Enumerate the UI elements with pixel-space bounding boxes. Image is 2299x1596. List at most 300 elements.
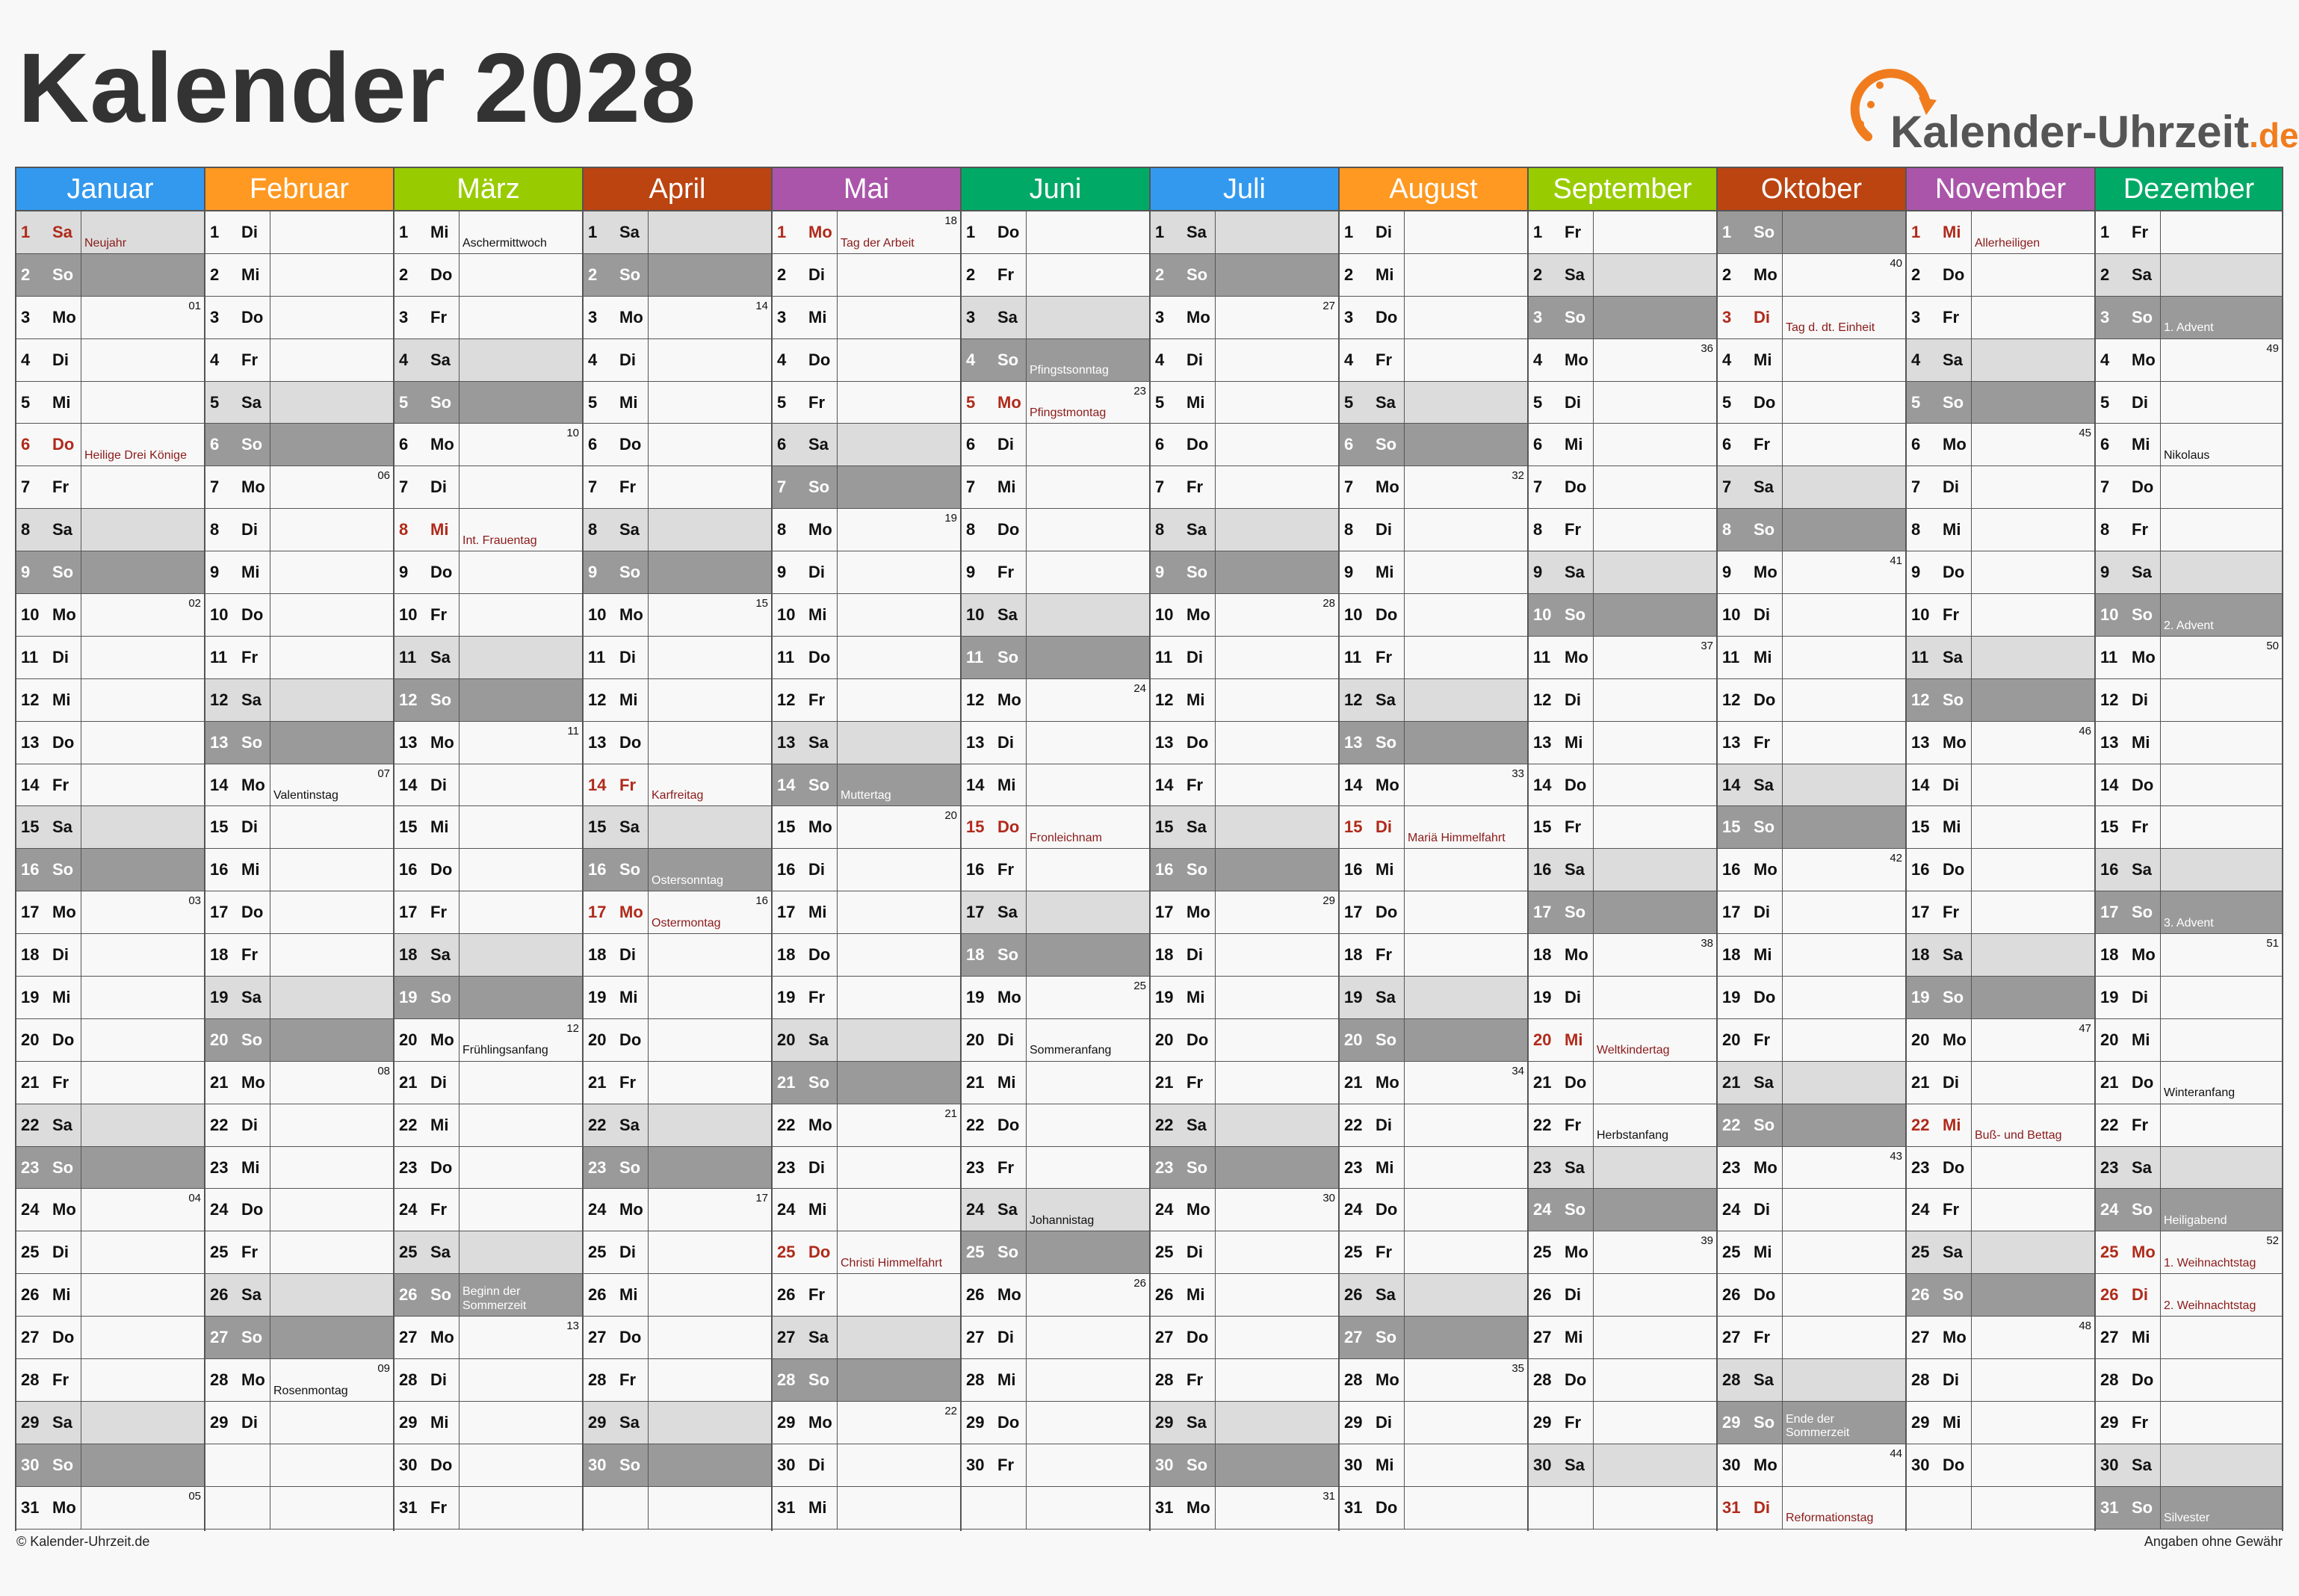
- day-cell: [394, 849, 460, 891]
- day-row: [1529, 934, 1716, 977]
- note-cell: [838, 1487, 960, 1529]
- day-number: 19: [1155, 987, 1174, 1006]
- weekday-label: So: [430, 987, 452, 1006]
- note-cell: [2161, 1487, 2282, 1529]
- day-number: 5: [21, 392, 31, 412]
- note-cell: [1027, 211, 1149, 253]
- day-cell: [205, 1274, 270, 1316]
- note-cell: [81, 849, 204, 891]
- note-cell: [460, 1062, 582, 1104]
- day-number: 14: [1911, 775, 1930, 794]
- day-number: 8: [588, 520, 598, 539]
- day-cell: [394, 594, 460, 636]
- note-cell: [2161, 424, 2282, 466]
- empty-note-cell: [649, 1487, 771, 1529]
- day-row: [205, 1147, 393, 1190]
- note-cell: [270, 1317, 393, 1358]
- weekday-label: Di: [997, 435, 1014, 454]
- day-cell: [2096, 254, 2161, 296]
- day-number: 8: [1722, 520, 1732, 539]
- week-number: 44: [1890, 1447, 1902, 1460]
- day-number: 11: [1533, 647, 1551, 666]
- day-cell: [1907, 722, 1972, 764]
- weekday-label: Sa: [2132, 1157, 2152, 1177]
- note-cell: [2161, 679, 2282, 721]
- day-row: [1529, 637, 1716, 679]
- day-cell: [1529, 849, 1594, 891]
- note-cell: [649, 891, 771, 933]
- holiday-label: Tag der Arbeit: [841, 236, 915, 250]
- day-cell: [1907, 297, 1972, 338]
- day-row: [1340, 254, 1527, 297]
- note-cell: [649, 679, 771, 721]
- weekday-label: Do: [808, 1243, 831, 1262]
- day-cell: [16, 551, 81, 593]
- day-cell: [1151, 382, 1216, 424]
- week-number: 42: [1890, 852, 1902, 865]
- note-cell: [838, 382, 960, 424]
- day-cell: [16, 1147, 81, 1189]
- day-cell: [773, 466, 838, 508]
- note-cell: [1027, 382, 1149, 424]
- day-cell: [584, 722, 649, 764]
- day-row: [584, 339, 771, 382]
- note-cell: [1405, 1402, 1527, 1444]
- note-cell: [649, 424, 771, 466]
- day-number: 24: [1533, 1200, 1552, 1219]
- note-cell: [838, 891, 960, 933]
- day-number: 28: [1155, 1370, 1174, 1389]
- day-cell: [1529, 806, 1594, 848]
- month-header: November: [1907, 167, 2094, 211]
- note-cell: [81, 891, 204, 933]
- note-cell: [1216, 849, 1338, 891]
- day-cell: [584, 1274, 649, 1316]
- day-number: 17: [2100, 903, 2119, 922]
- day-number: 8: [399, 520, 409, 539]
- note-cell: [649, 1019, 771, 1061]
- day-number: 9: [210, 563, 220, 582]
- day-number: 25: [1911, 1243, 1930, 1262]
- day-row: [2096, 297, 2282, 339]
- weekday-label: Fr: [1376, 350, 1392, 369]
- day-cell: [2096, 679, 2161, 721]
- weekday-label: So: [997, 647, 1019, 666]
- month-header: April: [584, 167, 771, 211]
- note-cell: [838, 594, 960, 636]
- day-row: [584, 509, 771, 551]
- day-row: [1340, 1104, 1527, 1147]
- weekday-label: Sa: [2132, 265, 2152, 284]
- note-cell: [1405, 1317, 1527, 1358]
- day-row: [205, 764, 393, 807]
- note-cell: [1594, 211, 1716, 253]
- day-cell: [962, 1019, 1027, 1061]
- day-cell: [205, 551, 270, 593]
- weekday-label: Di: [997, 1328, 1014, 1347]
- weekday-label: So: [808, 1370, 830, 1389]
- day-cell: [394, 764, 460, 806]
- day-number: 24: [777, 1200, 796, 1219]
- day-number: 20: [1722, 1030, 1741, 1049]
- note-cell: [1216, 1444, 1338, 1486]
- day-row: [16, 934, 204, 977]
- week-number: 46: [2079, 724, 2091, 737]
- day-row: [1340, 1019, 1527, 1062]
- day-row: [962, 424, 1149, 466]
- month-column: [15, 167, 204, 1531]
- day-cell: [1529, 1317, 1594, 1358]
- week-number: 14: [755, 299, 768, 312]
- weekday-label: Sa: [997, 1200, 1018, 1219]
- empty-cell: [1907, 1487, 1972, 1529]
- day-row: [1151, 764, 1338, 807]
- weekday-label: Mi: [619, 690, 638, 709]
- event-label: 2. Advent: [2164, 619, 2214, 632]
- note-cell: [1972, 1402, 2094, 1444]
- day-row: [16, 1189, 204, 1231]
- day-number: 1: [210, 222, 220, 241]
- day-row: [1340, 934, 1527, 977]
- day-number: 2: [21, 265, 31, 284]
- day-cell: [773, 1274, 838, 1316]
- day-cell: [1340, 934, 1405, 976]
- day-number: 25: [2100, 1243, 2119, 1262]
- day-cell: [1340, 297, 1405, 338]
- day-row: [584, 679, 771, 722]
- day-row: [394, 339, 582, 382]
- day-cell: [2096, 339, 2161, 381]
- week-number: 40: [1890, 256, 1902, 270]
- day-number: 27: [21, 1328, 40, 1347]
- day-cell: [1718, 339, 1783, 381]
- day-number: 16: [1344, 860, 1363, 879]
- day-row: [2096, 849, 2282, 891]
- note-cell: [1216, 1402, 1338, 1444]
- day-row: [1907, 254, 2094, 297]
- note-cell: [1783, 1231, 1905, 1273]
- day-number: 11: [1722, 647, 1740, 666]
- day-row: [773, 1231, 960, 1274]
- day-cell: [205, 1231, 270, 1273]
- day-cell: [1340, 1231, 1405, 1273]
- event-label: Valentinstag: [273, 789, 338, 802]
- note-cell: [460, 1487, 582, 1529]
- note-cell: [838, 1444, 960, 1486]
- day-row: [1907, 637, 2094, 679]
- weekday-label: So: [2132, 1200, 2153, 1219]
- weekday-label: Sa: [241, 392, 262, 412]
- note-cell: [270, 551, 393, 593]
- day-number: 3: [1155, 307, 1165, 327]
- note-cell: [270, 1019, 393, 1061]
- note-cell: [1594, 849, 1716, 891]
- note-cell: [1972, 977, 2094, 1018]
- holiday-label: Fronleichnam: [1030, 831, 1102, 844]
- day-number: 26: [21, 1285, 40, 1305]
- day-row: [16, 1402, 204, 1444]
- note-cell: [1405, 211, 1527, 253]
- day-number: 3: [1533, 307, 1543, 327]
- day-number: 10: [2100, 604, 2119, 624]
- weekday-label: So: [430, 1285, 452, 1305]
- weekday-label: Di: [619, 647, 636, 666]
- note-cell: [270, 509, 393, 551]
- month-column: [204, 167, 393, 1531]
- note-cell: [1783, 891, 1905, 933]
- weekday-label: So: [52, 860, 74, 879]
- day-number: 17: [777, 903, 796, 922]
- weekday-label: Do: [997, 1412, 1020, 1432]
- day-number: 5: [588, 392, 598, 412]
- weekday-label: Mo: [1186, 903, 1210, 922]
- day-number: 19: [588, 987, 607, 1006]
- day-cell: [1340, 637, 1405, 678]
- note-cell: [838, 466, 960, 508]
- day-row: [1340, 1444, 1527, 1487]
- day-number: 13: [1533, 732, 1552, 752]
- day-row: [2096, 764, 2282, 807]
- empty-cell: [205, 1487, 270, 1529]
- day-cell: [2096, 466, 2161, 508]
- note-cell: [1972, 1062, 2094, 1104]
- weekday-label: So: [2132, 903, 2153, 922]
- day-number: 1: [21, 222, 31, 241]
- day-row: [1151, 1444, 1338, 1487]
- day-number: 22: [1344, 1115, 1363, 1134]
- day-row: [1340, 806, 1527, 849]
- day-number: 11: [21, 647, 39, 666]
- day-cell: [1718, 211, 1783, 253]
- day-row: [773, 934, 960, 977]
- day-cell: [394, 1317, 460, 1358]
- day-row: [2096, 1359, 2282, 1402]
- week-number: 34: [1511, 1064, 1524, 1077]
- day-number: 26: [2100, 1285, 2119, 1305]
- day-row: [394, 1104, 582, 1147]
- day-number: 6: [1344, 435, 1354, 454]
- weekday-label: Sa: [1565, 563, 1585, 582]
- day-row: [16, 211, 204, 254]
- day-number: 30: [1533, 1455, 1552, 1474]
- day-row: [962, 891, 1149, 934]
- month-column: [1905, 167, 2094, 1531]
- empty-cell: [205, 1444, 270, 1486]
- weekday-label: Fr: [1376, 647, 1392, 666]
- note-cell: [2161, 254, 2282, 296]
- day-row: [2096, 211, 2282, 254]
- note-cell: [270, 722, 393, 764]
- day-row: [1529, 1104, 1716, 1147]
- holiday-label: Neujahr: [84, 236, 127, 250]
- note-cell: [1594, 1147, 1716, 1189]
- day-number: 23: [2100, 1157, 2119, 1177]
- day-cell: [2096, 1189, 2161, 1231]
- day-number: 28: [966, 1370, 985, 1389]
- day-row: [584, 382, 771, 424]
- holiday-label: Mariä Himmelfahrt: [1408, 831, 1506, 844]
- day-number: 10: [1344, 604, 1363, 624]
- day-cell: [962, 1062, 1027, 1104]
- weekday-label: Do: [1943, 1157, 1965, 1177]
- note-cell: [1594, 254, 1716, 296]
- weekday-label: Mi: [1943, 520, 1961, 539]
- day-number: 22: [210, 1115, 229, 1134]
- day-row: [1718, 1147, 1905, 1190]
- weekday-label: Fr: [997, 1157, 1014, 1177]
- day-number: 27: [777, 1328, 796, 1347]
- day-number: 26: [1533, 1285, 1552, 1305]
- day-number: 7: [966, 477, 976, 497]
- note-cell: [1216, 382, 1338, 424]
- day-number: 7: [1722, 477, 1732, 497]
- day-number: 21: [1911, 1072, 1930, 1092]
- day-cell: [1529, 211, 1594, 253]
- day-row: [962, 637, 1149, 679]
- weekday-label: Fr: [997, 1455, 1014, 1474]
- day-number: 17: [210, 903, 229, 922]
- note-cell: [1405, 509, 1527, 551]
- day-cell: [205, 806, 270, 848]
- day-row: [205, 424, 393, 466]
- note-cell: [1216, 1019, 1338, 1061]
- event-label: Muttertag: [841, 789, 891, 802]
- note-cell: [460, 934, 582, 976]
- day-number: 9: [588, 563, 598, 582]
- day-cell: [1151, 339, 1216, 381]
- weekday-label: Di: [997, 1030, 1014, 1049]
- weekday-label: So: [241, 732, 263, 752]
- day-row: [394, 382, 582, 424]
- day-cell: [773, 551, 838, 593]
- day-cell: [1718, 764, 1783, 806]
- day-cell: [1340, 1019, 1405, 1061]
- weekday-label: Fr: [2132, 1412, 2148, 1432]
- day-number: 26: [1155, 1285, 1174, 1305]
- day-cell: [1907, 1317, 1972, 1358]
- day-row: [1529, 594, 1716, 637]
- day-number: 31: [2100, 1497, 2119, 1517]
- day-cell: [1151, 509, 1216, 551]
- weekday-label: Mi: [1376, 1455, 1394, 1474]
- day-row: [2096, 551, 2282, 594]
- day-cell: [1907, 1444, 1972, 1486]
- day-row: [1151, 1231, 1338, 1274]
- day-number: 27: [2100, 1328, 2119, 1347]
- week-number: 03: [188, 894, 201, 908]
- day-row: [16, 1062, 204, 1104]
- weekday-label: Mo: [808, 520, 832, 539]
- day-cell: [773, 849, 838, 891]
- note-cell: [838, 1317, 960, 1358]
- day-row: [773, 339, 960, 382]
- note-cell: [1216, 594, 1338, 636]
- weekday-label: Mo: [1943, 1030, 1967, 1049]
- weekday-label: Mo: [808, 817, 832, 837]
- day-number: 19: [399, 987, 418, 1006]
- day-cell: [1529, 466, 1594, 508]
- day-number: 10: [1911, 604, 1930, 624]
- day-row: [1907, 1231, 2094, 1274]
- day-number: 9: [1533, 563, 1543, 582]
- day-number: 25: [399, 1243, 418, 1262]
- day-row: [2096, 1402, 2282, 1444]
- day-row: [773, 891, 960, 934]
- day-row: [1907, 1402, 2094, 1444]
- day-row: [1151, 679, 1338, 722]
- day-number: 23: [1722, 1157, 1741, 1177]
- note-cell: [460, 1359, 582, 1401]
- note-cell: [270, 1062, 393, 1104]
- weekday-label: Do: [1943, 1455, 1965, 1474]
- day-number: 23: [588, 1157, 607, 1177]
- note-cell: [649, 806, 771, 848]
- day-row: [16, 849, 204, 891]
- weekday-label: Mo: [997, 1285, 1021, 1305]
- day-number: 18: [399, 945, 418, 965]
- day-cell: [394, 1231, 460, 1273]
- day-row: [773, 806, 960, 849]
- day-number: 17: [1911, 903, 1930, 922]
- note-cell: [1216, 1274, 1338, 1316]
- weekday-label: Mo: [52, 903, 76, 922]
- note-cell: [1216, 1062, 1338, 1104]
- weekday-label: Mo: [997, 392, 1021, 412]
- day-row: [16, 1317, 204, 1359]
- day-number: 23: [1911, 1157, 1930, 1177]
- disclaimer-text: Angaben ohne Gewähr: [2144, 1534, 2283, 1549]
- day-row: [2096, 594, 2282, 637]
- weekday-label: Do: [1186, 1030, 1209, 1049]
- day-cell: [1340, 1444, 1405, 1486]
- day-cell: [1529, 424, 1594, 466]
- day-number: 3: [1344, 307, 1354, 327]
- day-cell: [1151, 1104, 1216, 1146]
- note-cell: [1783, 1147, 1905, 1189]
- day-cell: [205, 594, 270, 636]
- note-cell: [1594, 1444, 1716, 1486]
- week-number: 04: [188, 1192, 201, 1205]
- month-header: Oktober: [1718, 167, 1905, 211]
- note-cell: [1216, 764, 1338, 806]
- day-cell: [16, 211, 81, 253]
- day-cell: [394, 722, 460, 764]
- weekday-label: Mi: [1943, 817, 1961, 837]
- day-cell: [584, 424, 649, 466]
- day-cell: [16, 1274, 81, 1316]
- weekday-label: Do: [1754, 987, 1776, 1006]
- day-row: [1718, 806, 1905, 849]
- month-header: Mai: [773, 167, 960, 211]
- week-number: 09: [377, 1362, 390, 1376]
- day-number: 25: [210, 1243, 229, 1262]
- day-number: 29: [588, 1412, 607, 1432]
- event-label: Johannistag: [1030, 1213, 1095, 1227]
- day-number: 13: [1344, 732, 1363, 752]
- weekday-label: Fr: [997, 563, 1014, 582]
- brand-logo[interactable]: [1838, 58, 2299, 163]
- note-cell: [2161, 1274, 2282, 1316]
- day-cell: [1340, 254, 1405, 296]
- weekday-label: Mo: [997, 987, 1021, 1006]
- note-cell: [649, 764, 771, 806]
- day-cell: [1718, 977, 1783, 1018]
- day-cell: [584, 1189, 649, 1231]
- day-row: [584, 934, 771, 977]
- note-cell: [838, 977, 960, 1018]
- day-number: 22: [588, 1115, 607, 1134]
- weekday-label: Di: [430, 1370, 447, 1389]
